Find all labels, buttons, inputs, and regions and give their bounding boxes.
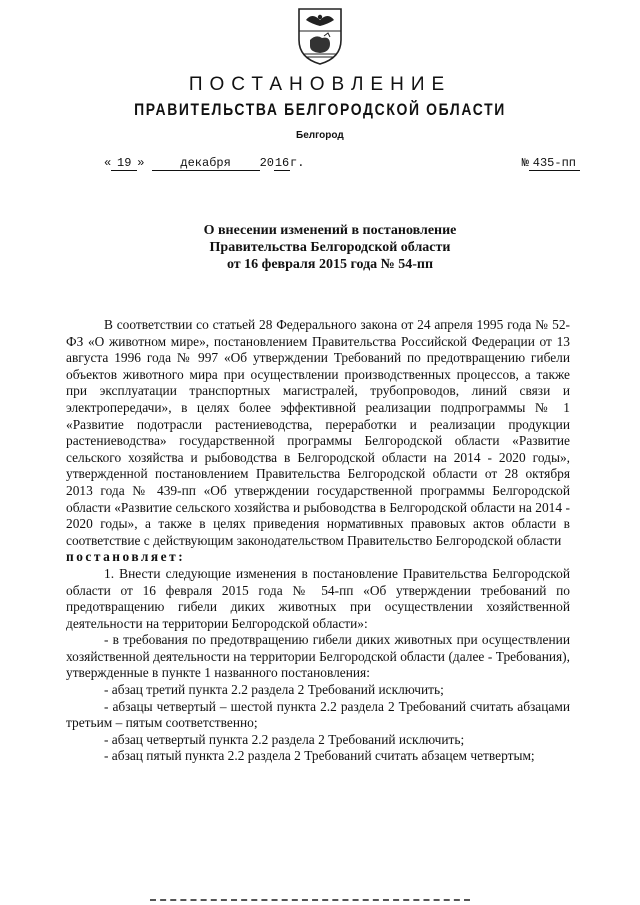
date-year-prefix: 20 xyxy=(259,156,275,170)
date-close-quote: » xyxy=(137,156,145,170)
heading-line: от 16 февраля 2015 года № 54-пп xyxy=(226,257,434,272)
subitem-paragraph: - абзац четвертый пункта 2.2 раздела 2 Требований исключить; xyxy=(104,731,465,747)
document-body xyxy=(66,317,570,765)
number-value: 435-пп xyxy=(529,156,580,171)
subitem-paragraph: - абзац пятый пункта 2.2 раздела 2 Требований считать абзацем четвертым; xyxy=(104,748,535,764)
city-label: Белгород xyxy=(296,130,344,141)
item-1-paragraph: 1. Внести следующие изменения в постановление Правительства Белгородской области от 16 февраля 2015 года № 54-пп «Об утверждении требований по предотвращению гибели диких животных при осуществлении хозяйственной деятельности на территории Белгородской области»: xyxy=(66,565,570,631)
date-year-suffix: 16 xyxy=(274,156,290,170)
document-type-title: ПОСТАНОВЛЕНИЕ xyxy=(188,74,452,95)
number-sign: № xyxy=(521,156,529,170)
subitem-paragraph: - абзац третий пункта 2.2 раздела 2 Требований исключить; xyxy=(104,682,444,698)
document-heading xyxy=(60,222,600,273)
date-open-quote: « xyxy=(104,156,112,170)
document-date xyxy=(104,156,304,171)
date-month: декабря xyxy=(152,156,260,171)
coat-of-arms-icon xyxy=(296,6,344,66)
date-year-unit: г. xyxy=(290,156,305,170)
page-bottom-edge xyxy=(150,899,470,905)
issuer-title: ПРАВИТЕЛЬСТВА БЕЛГОРОДСКОЙ ОБЛАСТИ xyxy=(134,100,506,119)
resolves-word: постановляет: xyxy=(66,549,186,565)
subitem-paragraph: - абзацы четвертый – шестой пункта 2.2 раздела 2 Требований считать абзацами третьим – пятым соответственно; xyxy=(66,698,570,731)
heading-line: Правительства Белгородской области xyxy=(209,240,451,255)
preamble-paragraph: В соответствии со статьей 28 Федерального закона от 24 апреля 1995 года № 52-ФЗ «О животном мире», постановлением Правительства Российской Федерации от 13 августа 1996 года № 997 «Об утверждении Требований по предотвращению гибели объектов животного мира при осуществлении производственных процессов, а также при эксплуатации транспортных магистралей, трубопроводов, линий связи и электропередачи», в целях более эффективной реализации подпрограммы № 1 «Развитие подотрасли растениеводства, переработки и реализации продукции растениеводства» государственной программы Белгородской области «Развитие сельского хозяйства и рыбоводства в Белгородской области на 2014 - 2020 годы», утвержденной постановлением Правительства Белгородской области от 28 октября 2013 года № 439-пп «Об утверждении государственной программы Белгородской области «Развитие сельского хозяйства и рыбоводства в Белгородской области на 2014 - 2020 годы», а также в целях приведения нормативных правовых актов области в соответствие с действующим законодательством Правительство Белгородской области xyxy=(66,317,570,548)
subitem-paragraph: - в требования по предотвращению гибели диких животных при осуществлении хозяйственной деятельности на территории Белгородской области (далее - Требования), утвержденные в пункте 1 названного постановления: xyxy=(66,632,570,681)
heading-line: О внесении изменений в постановление xyxy=(203,223,457,238)
document-number xyxy=(522,156,580,171)
date-day: 19 xyxy=(111,156,137,171)
